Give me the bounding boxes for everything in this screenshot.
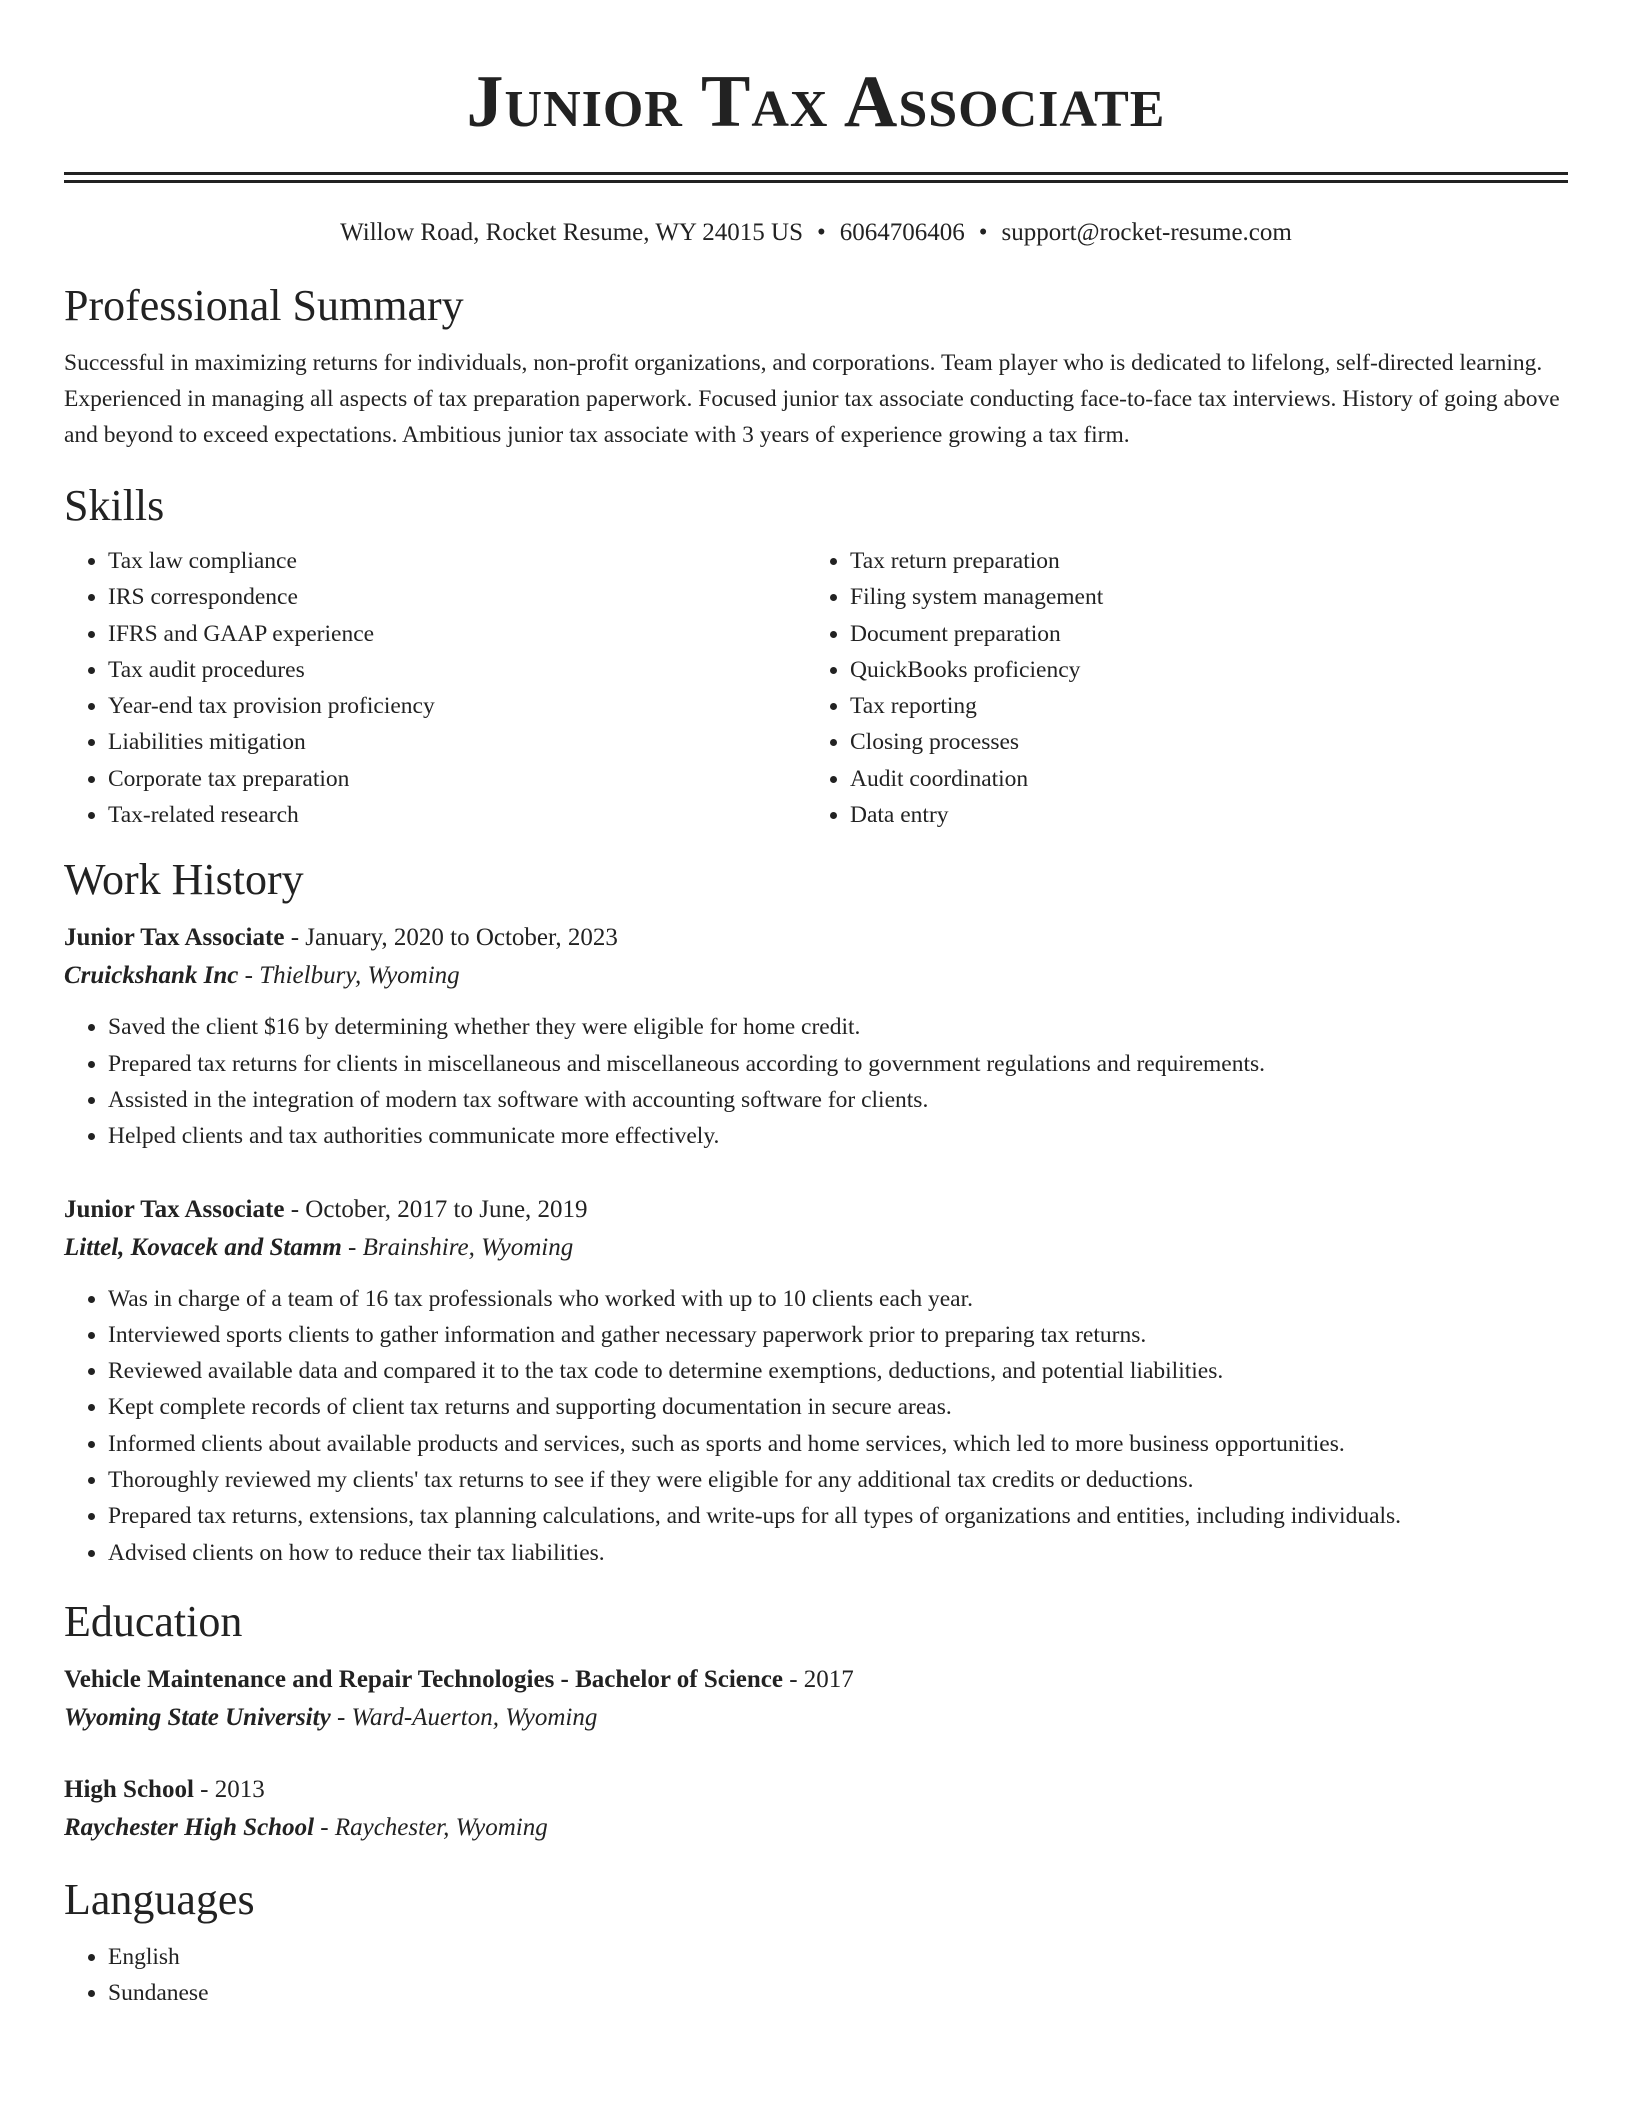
job-bullet: • Interviewed sports clients to gather information and gather necessary paperwork prior to preparing tax returns. xyxy=(108,1317,1568,1353)
education-location: - Ward-Auerton, Wyoming xyxy=(330,1703,598,1731)
job-bullet: • Prepared tax returns, extensions, tax planning calculations, and write-ups for all types of organizations and entities, including individuals. xyxy=(108,1498,1568,1534)
contact-address: Willow Road, Rocket Resume, WY 24015 US xyxy=(340,219,803,246)
contact-phone: 6064706406 xyxy=(839,219,965,246)
education-degree-line xyxy=(64,1661,1568,1699)
skill-item: • Closing processes xyxy=(850,724,1548,760)
skill-item: • Tax audit procedures xyxy=(108,652,806,688)
education-school-line xyxy=(64,1809,1568,1847)
job-bullet: • Thoroughly reviewed my clients' tax returns to see if they were eligible for any additional tax credits or deductions. xyxy=(108,1462,1568,1498)
education-school: Raychester High School xyxy=(64,1813,315,1841)
education-section xyxy=(64,1595,1568,1847)
job-bullet: • Saved the client $16 by determining whether they were eligible for home credit. xyxy=(108,1009,1568,1045)
contact-separator: • xyxy=(817,219,826,246)
education-degree: High School xyxy=(64,1775,194,1803)
job-bullets xyxy=(64,1281,1568,1571)
contact-line xyxy=(64,217,1568,249)
job-bullet: • Advised clients on how to reduce their tax liabilities. xyxy=(108,1535,1568,1571)
job-company: Cruickshank Inc xyxy=(64,962,239,990)
section-heading-skills: Skills xyxy=(64,481,165,530)
job-title-line xyxy=(64,919,1568,957)
job-location: - Brainshire, Wyoming xyxy=(341,1233,574,1261)
skill-item: • QuickBooks proficiency xyxy=(850,652,1548,688)
languages-list xyxy=(64,1939,1568,2012)
skill-item: • Year-end tax provision proficiency xyxy=(108,688,806,724)
skill-item: • Liabilities mitigation xyxy=(108,724,806,760)
job-bullets xyxy=(64,1009,1568,1154)
skill-item: • Corporate tax preparation xyxy=(108,761,806,797)
skill-item: • IRS correspondence xyxy=(108,579,806,615)
skill-item: • Tax reporting xyxy=(850,688,1548,724)
job-entry xyxy=(64,1191,1568,1571)
contact-separator: • xyxy=(978,219,988,246)
skill-item: • Filing system management xyxy=(850,579,1548,615)
job-bullet: • Helped clients and tax authorities communicate more effectively. xyxy=(108,1118,1568,1154)
job-entry xyxy=(64,919,1568,1154)
education-entry xyxy=(64,1771,1568,1847)
skill-item: • IFRS and GAAP experience xyxy=(108,616,806,652)
education-year: - 2017 xyxy=(782,1665,854,1693)
summary-text: Successful in maximizing returns for individuals, non-profit organizations, and corporations. Team player who is dedicated to lifelong, self-directed learning. Experienced in managing all aspects of tax preparation paperwork. Focused junior tax associate conducting face-to-face tax interviews. History of going above and beyond to exceed expectations. Ambitious junior tax associate with 3 years of experience growing a tax firm. xyxy=(64,350,1560,448)
resume-title: Junior Tax Associate xyxy=(466,61,1166,143)
job-title-line xyxy=(64,1191,1568,1229)
job-location: - Thielbury, Wyoming xyxy=(238,962,460,990)
work-history-section xyxy=(64,853,1568,1571)
professional-summary-section xyxy=(64,279,1568,453)
skills-grid xyxy=(64,543,1568,833)
job-company-line xyxy=(64,1229,1568,1267)
skill-item: • Data entry xyxy=(850,797,1548,833)
title-double-rule xyxy=(64,172,1568,183)
education-entry xyxy=(64,1661,1568,1737)
job-dates: - October, 2017 to June, 2019 xyxy=(284,1195,588,1223)
job-title: Junior Tax Associate xyxy=(64,1195,285,1223)
language-item: • English xyxy=(108,1939,1568,1975)
education-location: - Raychester, Wyoming xyxy=(314,1813,548,1841)
skill-item: • Audit coordination xyxy=(850,761,1548,797)
section-heading-languages: Languages xyxy=(64,1874,255,1924)
job-company: Littel, Kovacek and Stamm xyxy=(64,1233,342,1261)
education-year: - 2013 xyxy=(193,1775,265,1803)
skills-column-left xyxy=(64,543,806,833)
skill-item: • Document preparation xyxy=(850,616,1548,652)
education-school: Wyoming State University xyxy=(64,1703,331,1731)
education-degree: Vehicle Maintenance and Repair Technologies - Bachelor of Science xyxy=(64,1665,783,1693)
skill-item: • Tax law compliance xyxy=(108,543,806,579)
job-bullet: • Assisted in the integration of modern tax software with accounting software for clients. xyxy=(108,1082,1568,1118)
languages-section xyxy=(64,1873,1568,2012)
section-heading-work: Work History xyxy=(64,855,304,905)
job-bullet: • Reviewed available data and compared it to the tax code to determine exemptions, deductions, and potential liabilities. xyxy=(108,1353,1568,1389)
contact-email: support@rocket-resume.com xyxy=(1001,219,1292,246)
job-bullet: • Informed clients about available products and services, such as sports and home services, which led to more business opportunities. xyxy=(108,1426,1568,1462)
section-heading-summary: Professional Summary xyxy=(64,281,464,330)
skill-item: • Tax return preparation xyxy=(850,543,1548,579)
education-school-line xyxy=(64,1699,1568,1737)
job-bullet: • Kept complete records of client tax returns and supporting documentation in secure areas. xyxy=(108,1389,1568,1425)
skills-column-right xyxy=(806,543,1548,833)
job-dates: - January, 2020 to October, 2023 xyxy=(284,924,618,952)
section-heading-education: Education xyxy=(64,1596,243,1646)
skills-section xyxy=(64,479,1568,833)
skill-item: • Tax-related research xyxy=(108,797,806,833)
job-bullet: • Was in charge of a team of 16 tax professionals who worked with up to 10 clients each year. xyxy=(108,1281,1568,1317)
job-title: Junior Tax Associate xyxy=(64,924,285,952)
job-bullet: • Prepared tax returns for clients in miscellaneous and miscellaneous according to government regulations and requirements. xyxy=(108,1046,1568,1082)
language-item: • Sundanese xyxy=(108,1975,1568,2011)
education-degree-line xyxy=(64,1771,1568,1809)
job-company-line xyxy=(64,957,1568,995)
